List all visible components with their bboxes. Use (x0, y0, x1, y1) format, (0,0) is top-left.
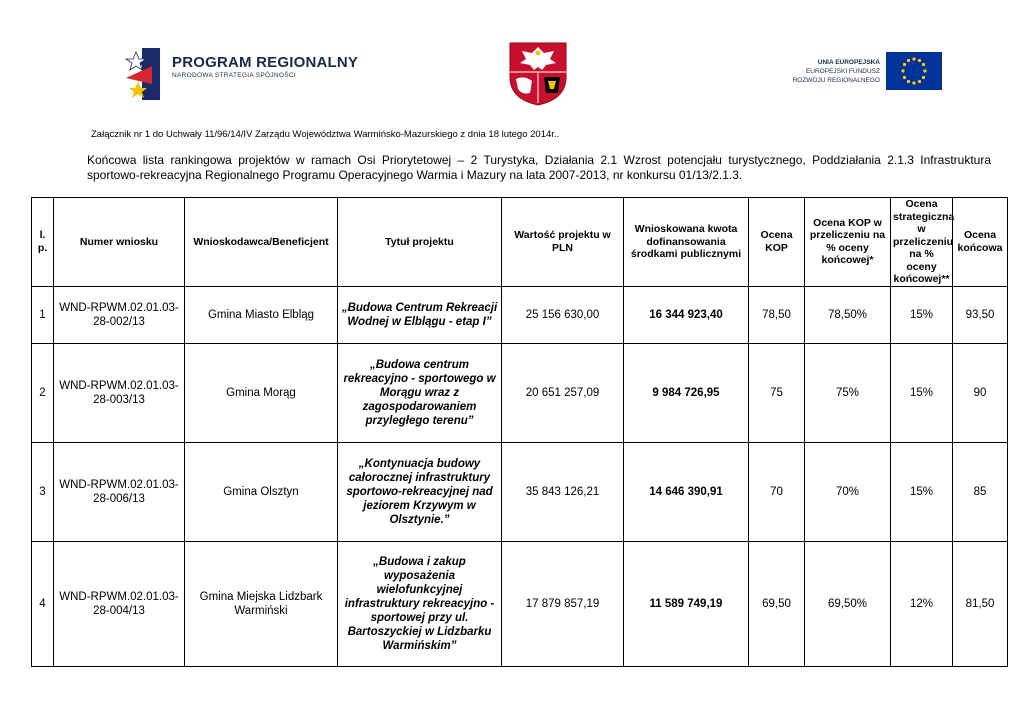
cell-number: WND-RPWM.02.01.03-28-006/13 (54, 442, 185, 541)
cell-final: 93,50 (953, 286, 1008, 343)
header-number: Numer wniosku (54, 198, 185, 287)
program-regionalny-logo (122, 44, 359, 102)
header-title: Tytuł projektu (338, 198, 502, 287)
cell-lp: 3 (32, 442, 54, 541)
cell-value: 20 651 257,09 (502, 343, 624, 442)
table-row (32, 442, 1008, 541)
cell-lp: 2 (32, 343, 54, 442)
header-strategic: Ocena strategiczna w przeliczeniu na % oceny końcowej** (891, 198, 953, 287)
eu-logo-text (776, 58, 880, 85)
header-value: Wartość projektu w PLN (502, 198, 624, 287)
program-logo-subtitle: NARODOWA STRATEGIA SPÓJNOŚCI (172, 72, 296, 79)
cell-value: 35 843 126,21 (502, 442, 624, 541)
cell-requested: 14 646 390,91 (624, 442, 749, 541)
eu-logo-line1: UNIA EUROPEJSKA (817, 59, 880, 66)
cell-kop: 70 (749, 442, 805, 541)
cell-strategic: 15% (891, 343, 953, 442)
cell-title: „Kontynuacja budowy całorocznej infrastruktury sportowo-rekreacyjnej nad jeziorem Krzywym w Olsztynie.” (338, 442, 502, 541)
program-logo-text (172, 54, 358, 79)
cell-title: „Budowa i zakup wyposażenia wielofunkcyjnej infrastruktury rekreacyjno - sportowej przy ul. Bartoszyckiej w Lidzbarku Warmińskim” (338, 541, 502, 666)
cell-title: „Budowa centrum rekreacyjno - sportowego w Morągu wraz z zagospodarowaniem przyległego terenu” (338, 343, 502, 442)
eu-logo-line3: ROZWOJU REGIONALNEGO (792, 77, 880, 84)
table-row (32, 286, 1008, 343)
cell-requested: 16 344 923,40 (624, 286, 749, 343)
header-lp: l. p. (32, 198, 54, 287)
cell-applicant: Gmina Morąg (185, 343, 338, 442)
cell-kop: 75 (749, 343, 805, 442)
cell-final: 81,50 (953, 541, 1008, 666)
cell-number: WND-RPWM.02.01.03-28-003/13 (54, 343, 185, 442)
header-kop-pct: Ocena KOP w przeliczeniu na % oceny końcowej* (805, 198, 891, 287)
cell-applicant: Gmina Olsztyn (185, 442, 338, 541)
cell-applicant: Gmina Miasto Elbląg (185, 286, 338, 343)
cell-applicant: Gmina Miejska Lidzbark Warmiński (185, 541, 338, 666)
star-logo-icon (122, 44, 170, 102)
cell-value: 25 156 630,00 (502, 286, 624, 343)
program-logo-title: PROGRAM REGIONALNY (172, 54, 359, 71)
cell-final: 85 (953, 442, 1008, 541)
cell-number: WND-RPWM.02.01.03-28-002/13 (54, 286, 185, 343)
cell-kop-pct: 70% (805, 442, 891, 541)
cell-requested: 9 984 726,95 (624, 343, 749, 442)
cell-kop: 69,50 (749, 541, 805, 666)
header-applicant: Wnioskodawca/Beneficjent (185, 198, 338, 287)
cell-lp: 4 (32, 541, 54, 666)
annex-line: Załącznik nr 1 do Uchwały 11/96/14/IV Zarządu Województwa Warmińsko-Mazurskiego z dnia 18 lutego 2014r.. (91, 129, 560, 140)
header-final: Ocena końcowa (953, 198, 1008, 287)
cell-strategic: 15% (891, 442, 953, 541)
eu-logo-line2: EUROPEJSKI FUNDUSZ (805, 68, 880, 75)
cell-strategic: 12% (891, 541, 953, 666)
cell-number: WND-RPWM.02.01.03-28-004/13 (54, 541, 185, 666)
cell-requested: 11 589 749,19 (624, 541, 749, 666)
eu-logo (770, 40, 954, 110)
cell-kop-pct: 75% (805, 343, 891, 442)
coat-of-arms-icon (508, 41, 568, 107)
table-row (32, 343, 1008, 442)
cell-title: „Budowa Centrum Rekreacji Wodnej w Elblągu - etap I” (338, 286, 502, 343)
cell-kop-pct: 69,50% (805, 541, 891, 666)
cell-strategic: 15% (891, 286, 953, 343)
cell-kop: 78,50 (749, 286, 805, 343)
cell-lp: 1 (32, 286, 54, 343)
table-row (32, 541, 1008, 666)
header-requested: Wnioskowana kwota dofinansowania środkami publicznymi (624, 198, 749, 287)
cell-value: 17 879 857,19 (502, 541, 624, 666)
header-kop: Ocena KOP (749, 198, 805, 287)
cell-final: 90 (953, 343, 1008, 442)
intro-paragraph: Końcowa lista rankingowa projektów w ramach Osi Priorytetowej – 2 Turystyka, Działania 2.1 Wzrost potencjału turystycznego, Poddziałania 2.1.3 Infrastruktura sportowo-rekreacyjna Regionalnego Programu Operacyjnego Warmia i Mazury na lata 2007-2013, nr konkursu 01/13/2.1.3. (87, 153, 991, 182)
ranking-table (31, 197, 1008, 667)
table-header-row (32, 198, 1008, 287)
eu-flag-icon (886, 52, 942, 90)
cell-kop-pct: 78,50% (805, 286, 891, 343)
